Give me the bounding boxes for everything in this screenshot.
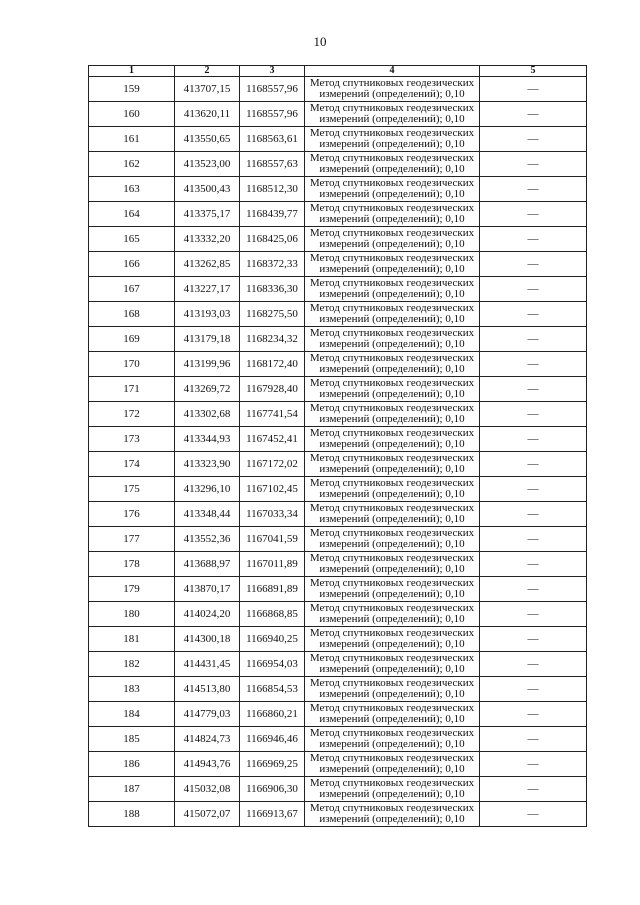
- table-row: [89, 177, 587, 202]
- description-cell: —: [480, 152, 587, 177]
- y-coordinate-cell: 1168512,30: [240, 177, 305, 202]
- y-coordinate-cell: 1166969,25: [240, 752, 305, 777]
- table-row: [89, 227, 587, 252]
- y-coordinate-cell: 1167928,40: [240, 377, 305, 402]
- header-col-1: 1: [89, 66, 175, 77]
- method-cell: Метод спутниковых геодезических измерений (определений); 0,10: [305, 477, 480, 502]
- description-cell: —: [480, 302, 587, 327]
- y-coordinate-cell: 1166891,89: [240, 577, 305, 602]
- point-number-cell: 178: [89, 552, 175, 577]
- method-cell: Метод спутниковых геодезических измерений (определений); 0,10: [305, 227, 480, 252]
- description-cell: —: [480, 452, 587, 477]
- x-coordinate-cell: 413552,36: [175, 527, 240, 552]
- header-col-5: 5: [480, 66, 587, 77]
- description-cell: —: [480, 802, 587, 827]
- y-coordinate-cell: 1167033,34: [240, 502, 305, 527]
- y-coordinate-cell: 1168336,30: [240, 277, 305, 302]
- table-row: [89, 252, 587, 277]
- x-coordinate-cell: 414943,76: [175, 752, 240, 777]
- method-cell: Метод спутниковых геодезических измерений (определений); 0,10: [305, 652, 480, 677]
- y-coordinate-cell: 1167102,45: [240, 477, 305, 502]
- table-row: [89, 602, 587, 627]
- description-cell: —: [480, 677, 587, 702]
- x-coordinate-cell: 413302,68: [175, 402, 240, 427]
- description-cell: —: [480, 227, 587, 252]
- point-number-cell: 177: [89, 527, 175, 552]
- table-row: [89, 452, 587, 477]
- point-number-cell: 167: [89, 277, 175, 302]
- point-number-cell: 180: [89, 602, 175, 627]
- y-coordinate-cell: 1166854,53: [240, 677, 305, 702]
- x-coordinate-cell: 413344,93: [175, 427, 240, 452]
- description-cell: —: [480, 752, 587, 777]
- table-body: [89, 77, 587, 827]
- method-cell: Метод спутниковых геодезических измерений (определений); 0,10: [305, 802, 480, 827]
- y-coordinate-cell: 1166940,25: [240, 627, 305, 652]
- y-coordinate-cell: 1168563,61: [240, 127, 305, 152]
- table-row: [89, 552, 587, 577]
- y-coordinate-cell: 1168439,77: [240, 202, 305, 227]
- table-row: [89, 802, 587, 827]
- description-cell: —: [480, 127, 587, 152]
- table-row: [89, 77, 587, 102]
- point-number-cell: 171: [89, 377, 175, 402]
- x-coordinate-cell: 413179,18: [175, 327, 240, 352]
- method-cell: Метод спутниковых геодезических измерений (определений); 0,10: [305, 352, 480, 377]
- method-cell: Метод спутниковых геодезических измерений (определений); 0,10: [305, 127, 480, 152]
- description-cell: —: [480, 402, 587, 427]
- point-number-cell: 164: [89, 202, 175, 227]
- table-row: [89, 702, 587, 727]
- table-row: [89, 677, 587, 702]
- table-row: [89, 377, 587, 402]
- description-cell: —: [480, 352, 587, 377]
- y-coordinate-cell: 1167011,89: [240, 552, 305, 577]
- point-number-cell: 176: [89, 502, 175, 527]
- description-cell: —: [480, 502, 587, 527]
- point-number-cell: 169: [89, 327, 175, 352]
- y-coordinate-cell: 1167041,59: [240, 527, 305, 552]
- method-cell: Метод спутниковых геодезических измерений (определений); 0,10: [305, 677, 480, 702]
- description-cell: —: [480, 427, 587, 452]
- x-coordinate-cell: 415032,08: [175, 777, 240, 802]
- method-cell: Метод спутниковых геодезических измерений (определений); 0,10: [305, 252, 480, 277]
- table-row: [89, 427, 587, 452]
- y-coordinate-cell: 1168425,06: [240, 227, 305, 252]
- x-coordinate-cell: 413227,17: [175, 277, 240, 302]
- table-row: [89, 102, 587, 127]
- x-coordinate-cell: 413550,65: [175, 127, 240, 152]
- x-coordinate-cell: 413269,72: [175, 377, 240, 402]
- method-cell: Метод спутниковых геодезических измерений (определений); 0,10: [305, 177, 480, 202]
- table-row: [89, 652, 587, 677]
- method-cell: Метод спутниковых геодезических измерений (определений); 0,10: [305, 377, 480, 402]
- description-cell: —: [480, 327, 587, 352]
- point-number-cell: 184: [89, 702, 175, 727]
- x-coordinate-cell: 414431,45: [175, 652, 240, 677]
- table-row: [89, 577, 587, 602]
- method-cell: Метод спутниковых геодезических измерений (определений); 0,10: [305, 752, 480, 777]
- method-cell: Метод спутниковых геодезических измерений (определений); 0,10: [305, 152, 480, 177]
- y-coordinate-cell: 1166946,46: [240, 727, 305, 752]
- y-coordinate-cell: 1168275,50: [240, 302, 305, 327]
- table-row: [89, 327, 587, 352]
- table-row: [89, 777, 587, 802]
- x-coordinate-cell: 413707,15: [175, 77, 240, 102]
- description-cell: —: [480, 602, 587, 627]
- description-cell: —: [480, 77, 587, 102]
- coordinates-table: [88, 65, 587, 827]
- y-coordinate-cell: 1168372,33: [240, 252, 305, 277]
- table-row: [89, 152, 587, 177]
- description-cell: —: [480, 252, 587, 277]
- description-cell: —: [480, 652, 587, 677]
- point-number-cell: 185: [89, 727, 175, 752]
- x-coordinate-cell: 413523,00: [175, 152, 240, 177]
- method-cell: Метод спутниковых геодезических измерений (определений); 0,10: [305, 452, 480, 477]
- point-number-cell: 168: [89, 302, 175, 327]
- point-number-cell: 188: [89, 802, 175, 827]
- y-coordinate-cell: 1166868,85: [240, 602, 305, 627]
- x-coordinate-cell: 413332,20: [175, 227, 240, 252]
- method-cell: Метод спутниковых геодезических измерений (определений); 0,10: [305, 777, 480, 802]
- x-coordinate-cell: 414024,20: [175, 602, 240, 627]
- point-number-cell: 173: [89, 427, 175, 452]
- table-row: [89, 627, 587, 652]
- x-coordinate-cell: 413375,17: [175, 202, 240, 227]
- description-cell: —: [480, 552, 587, 577]
- method-cell: Метод спутниковых геодезических измерений (определений); 0,10: [305, 502, 480, 527]
- point-number-cell: 159: [89, 77, 175, 102]
- x-coordinate-cell: 414779,03: [175, 702, 240, 727]
- method-cell: Метод спутниковых геодезических измерений (определений); 0,10: [305, 702, 480, 727]
- table-row: [89, 752, 587, 777]
- point-number-cell: 186: [89, 752, 175, 777]
- method-cell: Метод спутниковых геодезических измерений (определений); 0,10: [305, 402, 480, 427]
- x-coordinate-cell: 413296,10: [175, 477, 240, 502]
- method-cell: Метод спутниковых геодезических измерений (определений); 0,10: [305, 602, 480, 627]
- y-coordinate-cell: 1168557,96: [240, 102, 305, 127]
- method-cell: Метод спутниковых геодезических измерений (определений); 0,10: [305, 552, 480, 577]
- y-coordinate-cell: 1166860,21: [240, 702, 305, 727]
- x-coordinate-cell: 415072,07: [175, 802, 240, 827]
- method-cell: Метод спутниковых геодезических измерений (определений); 0,10: [305, 427, 480, 452]
- point-number-cell: 161: [89, 127, 175, 152]
- point-number-cell: 182: [89, 652, 175, 677]
- table-header-row: [89, 66, 587, 77]
- point-number-cell: 183: [89, 677, 175, 702]
- table-row: [89, 402, 587, 427]
- x-coordinate-cell: 413323,90: [175, 452, 240, 477]
- method-cell: Метод спутниковых геодезических измерений (определений); 0,10: [305, 577, 480, 602]
- point-number-cell: 165: [89, 227, 175, 252]
- description-cell: —: [480, 477, 587, 502]
- point-number-cell: 187: [89, 777, 175, 802]
- table-row: [89, 477, 587, 502]
- x-coordinate-cell: 414513,80: [175, 677, 240, 702]
- method-cell: Метод спутниковых геодезических измерений (определений); 0,10: [305, 527, 480, 552]
- description-cell: —: [480, 177, 587, 202]
- x-coordinate-cell: 413620,11: [175, 102, 240, 127]
- table-row: [89, 727, 587, 752]
- page-number: 10: [313, 34, 327, 49]
- point-number-cell: 170: [89, 352, 175, 377]
- y-coordinate-cell: 1168234,32: [240, 327, 305, 352]
- y-coordinate-cell: 1168557,63: [240, 152, 305, 177]
- header-col-4: 4: [305, 66, 480, 77]
- description-cell: —: [480, 527, 587, 552]
- table-row: [89, 352, 587, 377]
- x-coordinate-cell: 413199,96: [175, 352, 240, 377]
- y-coordinate-cell: 1166913,67: [240, 802, 305, 827]
- header-col-2: 2: [175, 66, 240, 77]
- table-row: [89, 127, 587, 152]
- table-row: [89, 202, 587, 227]
- table-row: [89, 277, 587, 302]
- description-cell: —: [480, 102, 587, 127]
- description-cell: —: [480, 627, 587, 652]
- header-col-3: 3: [240, 66, 305, 77]
- x-coordinate-cell: 413348,44: [175, 502, 240, 527]
- description-cell: —: [480, 577, 587, 602]
- y-coordinate-cell: 1167172,02: [240, 452, 305, 477]
- y-coordinate-cell: 1167452,41: [240, 427, 305, 452]
- method-cell: Метод спутниковых геодезических измерений (определений); 0,10: [305, 727, 480, 752]
- x-coordinate-cell: 413688,97: [175, 552, 240, 577]
- point-number-cell: 175: [89, 477, 175, 502]
- description-cell: —: [480, 727, 587, 752]
- method-cell: Метод спутниковых геодезических измерений (определений); 0,10: [305, 302, 480, 327]
- table-row: [89, 502, 587, 527]
- x-coordinate-cell: 413870,17: [175, 577, 240, 602]
- point-number-cell: 163: [89, 177, 175, 202]
- method-cell: Метод спутниковых геодезических измерений (определений); 0,10: [305, 77, 480, 102]
- description-cell: —: [480, 377, 587, 402]
- description-cell: —: [480, 277, 587, 302]
- method-cell: Метод спутниковых геодезических измерений (определений); 0,10: [305, 102, 480, 127]
- x-coordinate-cell: 414824,73: [175, 727, 240, 752]
- description-cell: —: [480, 202, 587, 227]
- table-row: [89, 527, 587, 552]
- y-coordinate-cell: 1168172,40: [240, 352, 305, 377]
- point-number-cell: 162: [89, 152, 175, 177]
- y-coordinate-cell: 1168557,96: [240, 77, 305, 102]
- method-cell: Метод спутниковых геодезических измерений (определений); 0,10: [305, 277, 480, 302]
- y-coordinate-cell: 1166954,03: [240, 652, 305, 677]
- method-cell: Метод спутниковых геодезических измерений (определений); 0,10: [305, 202, 480, 227]
- method-cell: Метод спутниковых геодезических измерений (определений); 0,10: [305, 627, 480, 652]
- y-coordinate-cell: 1167741,54: [240, 402, 305, 427]
- point-number-cell: 174: [89, 452, 175, 477]
- x-coordinate-cell: 414300,18: [175, 627, 240, 652]
- x-coordinate-cell: 413193,03: [175, 302, 240, 327]
- point-number-cell: 181: [89, 627, 175, 652]
- table-row: [89, 302, 587, 327]
- y-coordinate-cell: 1166906,30: [240, 777, 305, 802]
- x-coordinate-cell: 413262,85: [175, 252, 240, 277]
- point-number-cell: 179: [89, 577, 175, 602]
- point-number-cell: 172: [89, 402, 175, 427]
- point-number-cell: 166: [89, 252, 175, 277]
- method-cell: Метод спутниковых геодезических измерений (определений); 0,10: [305, 327, 480, 352]
- description-cell: —: [480, 702, 587, 727]
- point-number-cell: 160: [89, 102, 175, 127]
- description-cell: —: [480, 777, 587, 802]
- x-coordinate-cell: 413500,43: [175, 177, 240, 202]
